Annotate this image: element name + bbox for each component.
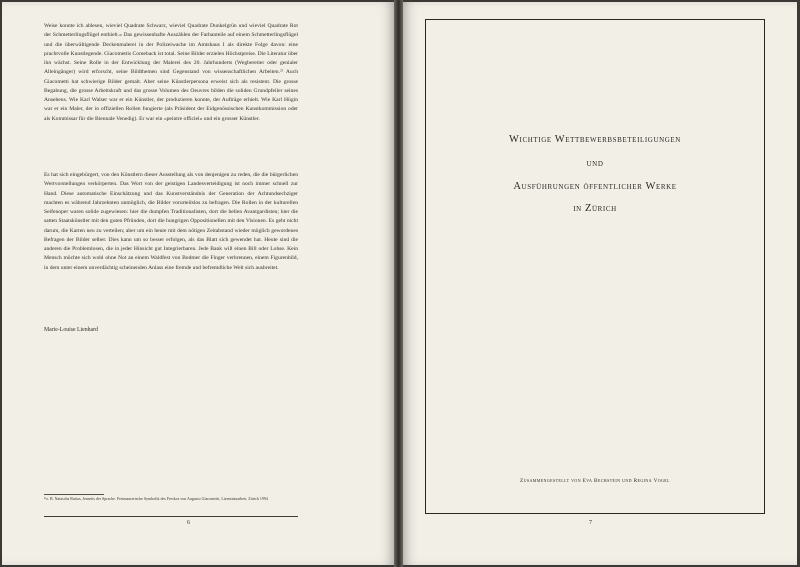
page-bottom-rule bbox=[44, 516, 298, 517]
title-frame bbox=[425, 19, 765, 514]
body-paragraph-2: Es hat sich eingebürgert, von den Künstlern dieser Ausstellung als von denjenigen zu reden, die die bürgerlichen Wertvorstellungen verkörperten. Das Wort von der geistigen Landesverteidigung ist noch immer schnell zur Hand. Diese automatische Einschätzung und das Kunstverständnis der Generation der Achtundsechziger machten es während Jahrzehnten unmöglich, die Bilder vorurteilslos zu befragen. Die Rollen in der kulturellen Seifenoper waren solide zugewiesen: hier die dumpfen Traditionalisten, dort die hellen Avantgardisten; hier die satten Staatskünstler mit den guten Pfründen, dort die hungrigen Oppositionellen mit den Visionen. Es geht nicht darum, die Karten neu zu verteilen; aber um ein heute mit dem nötigen Zeitabstand wieder möglich gewordenes Befragen der Bilder selber. Dies kann um so besser erfolgen, als das Blatt sich gewendet hat. Heute sind die anderen die Problemlosen, die in jeder Hinsicht gut Integrierbaren. Jede Bank will einen Bill oder Lohse. Kein Mensch möchte sich wohl ohne Not an einem Waldfest von Bodmer die Finger verbrennen, einem Figurenbild, in dem unter einem unverdächtig scheinenden Anlass eine fremde und befremdliche Welt sich ausbreitet. bbox=[44, 172, 298, 271]
footnote-divider bbox=[44, 494, 104, 495]
title-line-2: und bbox=[586, 158, 604, 169]
title-line-3: Ausführungen öffentlicher Werke bbox=[513, 181, 677, 192]
book-gutter bbox=[394, 0, 403, 567]
page-number-left: 6 bbox=[187, 520, 190, 526]
author-signature: Marie-Louise Lienhard bbox=[44, 327, 98, 333]
title-line-1: Wichtige Wettbewerbsbeteiligungen bbox=[509, 134, 681, 145]
compiled-by-credit: Zusammengestellt von Eva Bechstein und Regina Vogel bbox=[520, 478, 670, 484]
page-number-right: 7 bbox=[589, 520, 592, 526]
footnote: ²⁾z. B. Natascha Ruttas, Jenseits der Sprache. Freimaurerische Symbolik des Freskos von Augusto Giacometti, Lizentiatsarbeit, Zürich 1994 bbox=[44, 496, 268, 501]
title-line-4: in Zürich bbox=[573, 203, 617, 214]
body-paragraph-1: Weise konnte ich ablesen, wieviel Quadrate Schwarz, wieviel Quadrate Dunkelgrün und wieviel Quadrate Rot der Schmetterlingsflügel enthielt.» Das gewissenhafte Auszählen der Farbanteile auf einem Schmetterlingsflügel und die überwältigende Deckenmalerei in der Polizeiwache im Amtshaus I als direkte Folge davon: eine prachtvolle Kunstlegende. Giacomettis Comeback ist total. Seine Bilder erzielen Höchstpreise. Die Literatur über ihn wächst. Seine Rolle in der Entwicklung der Malerei des 20. Jahrhunderts (Wegbereiter oder genialer Alleingänger) wird erforscht, seine Bildthemen sind Gegenstand von wissenschaftlichen Arbeiten.²⁾ Auch Giacometti hat schwierige Bilder gemalt. Aber seine Künstlerpersona erweist sich als resistent. Die grosse Begabung, die grosse Arbeitskraft und das grosse Volumen des Oeuvres bilden die soliden Grundpfeiler seines Ansehens. Wie Karl Walser war er ein Künstler, der produzieren konnte, der Aufträge erhielt. Wie Karl Hügin war er ein Maler, der in offiziellen Rollen fungierte (als Präsident der Eidgenössischen Kunstkommission oder als Kommissar für die Biennale Venedig). Er war ein «peintre officiel» und ein grosser Künstler. bbox=[44, 23, 298, 122]
